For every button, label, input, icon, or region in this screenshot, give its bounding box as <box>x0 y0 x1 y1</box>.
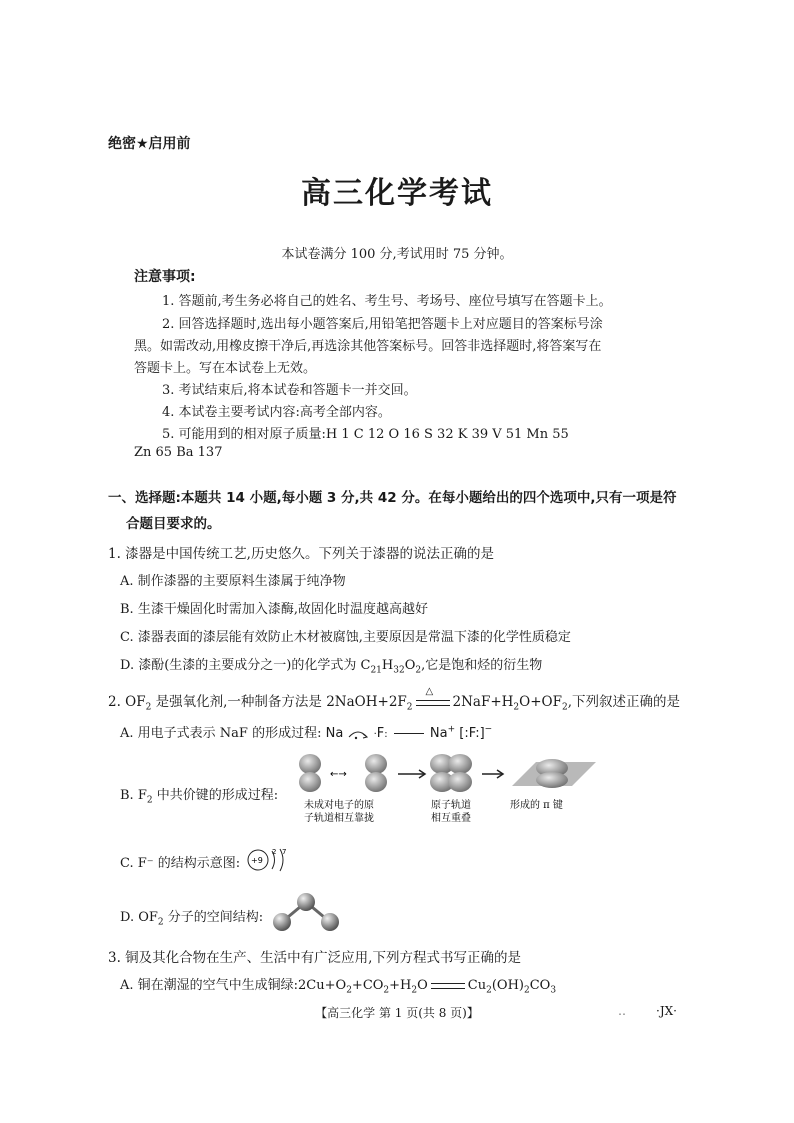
shell-1-electrons: 2 <box>272 848 277 856</box>
shell-2-electrons: 7 <box>282 848 287 856</box>
page-footer: 【高三化学 第 1 页(共 8 页)】 <box>315 1006 479 1020</box>
curved-arrow-icon <box>347 727 369 741</box>
notice-item-2-cont: 黑。如需改动,用橡皮擦干净后,再选涂其他答案标号。回答非选择题时,将答案写在 <box>134 339 602 354</box>
notice-item-2-cont2: 答题卡上。写在本试卷上无效。 <box>134 361 317 376</box>
notice-item-1: 1. 答题前,考生务必将自己的姓名、考生号、考场号、座位号填写在答题卡上。 <box>162 294 612 309</box>
question-1-option-d: D. 漆酚(生漆的主要成分之一)的化学式为 $C_{21}H_{32}O_2$,它是饱和烃的衍生物 <box>120 658 543 676</box>
heating-equals-sign: △ <box>416 700 450 706</box>
section-heading-cont: 合题目要求的。 <box>126 516 221 532</box>
question-2-option-c: C. F⁻ 的结构示意图: <box>120 856 241 871</box>
nucleus-charge: +9 <box>251 856 263 865</box>
question-2-option-d: D. $OF_2$ 分子的空间结构: <box>120 910 264 928</box>
diagram-label-approach-2: 子轨道相互靠拢 <box>304 813 374 824</box>
question-2-stem: 2. $OF_2$ 是强氧化剂,一种制备方法是 $2NaOH+2F_2$ △ $2NaF+H_2O+OF_2$,下列叙述正确的是 <box>108 685 681 713</box>
question-3-option-a: A. 铜在潮湿的空气中生成铜绿$:2Cu+O_2+CO_2+H_2O$ $Cu_2(OH)_2CO_3$ <box>120 978 557 996</box>
exam-title: 高三化学考试 <box>301 176 493 211</box>
question-2-option-b: B. $F_2$ 中共价键的形成过程: <box>120 788 279 806</box>
svg-text:←→: ←→ <box>330 769 347 780</box>
notice-item-5-cont: Zn 65 Ba 137 <box>134 445 223 460</box>
footer-dots: ‥ <box>618 1004 627 1018</box>
molecule-model-diagram <box>266 890 346 934</box>
question-2-option-a: A. 用电子式表示 NaF 的形成过程: Na ·F: Na+ [:F:]− <box>120 724 493 741</box>
reaction-arrow-icon <box>394 733 424 734</box>
section-heading: 一、选择题:本题共 14 小题,每小题 3 分,共 42 分。在每小题给出的四个选项中,只有一项是符 <box>108 490 677 506</box>
question-1-option-c: C. 漆器表面的漆层能有效防止木材被腐蚀,主要原因是常温下漆的化学性质稳定 <box>120 630 571 645</box>
ion-structure-diagram <box>244 845 294 875</box>
diagram-label-approach: 未成对电子的原 <box>304 800 374 811</box>
notice-item-4: 4. 本试卷主要考试内容:高考全部内容。 <box>162 405 391 420</box>
notice-item-3: 3. 考试结束后,将本试卷和答题卡一并交回。 <box>162 383 417 398</box>
electron-formula: Na ·F: Na+ [:F:]− <box>325 724 493 741</box>
question-1-option-b: B. 生漆干燥固化时需加入漆酶,故固化时温度越高越好 <box>120 602 428 617</box>
orbital-overlap-diagram <box>290 752 600 832</box>
diagram-label-overlap-2: 相互重叠 <box>431 813 471 824</box>
notice-item-5: 5. 可能用到的相对原子质量:H 1 C 12 O 16 S 32 K 39 V 51 Mn 55 <box>162 427 569 442</box>
notice-item-2: 2. 回答选择题时,选出每小题答案后,用铅笔把答题卡上对应题目的答案标号涂 <box>162 317 603 332</box>
question-1-stem: 1. 漆器是中国传统工艺,历史悠久。下列关于漆器的说法正确的是 <box>108 546 494 562</box>
exam-info: 本试卷满分 100 分,考试用时 75 分钟。 <box>281 247 513 262</box>
question-3-stem: 3. 铜及其化合物在生产、生活中有广泛应用,下列方程式书写正确的是 <box>108 950 521 966</box>
diagram-label-pi-bond: 形成的 π 键 <box>510 800 563 811</box>
notice-heading: 注意事项: <box>134 269 196 285</box>
question-1-option-a: A. 制作漆器的主要原料生漆属于纯净物 <box>120 574 346 589</box>
footer-code: ·JX· <box>656 1004 677 1018</box>
confidential-mark: 绝密★启用前 <box>108 136 191 152</box>
diagram-label-overlap: 原子轨道 <box>431 800 471 811</box>
equals-sign <box>431 983 465 989</box>
